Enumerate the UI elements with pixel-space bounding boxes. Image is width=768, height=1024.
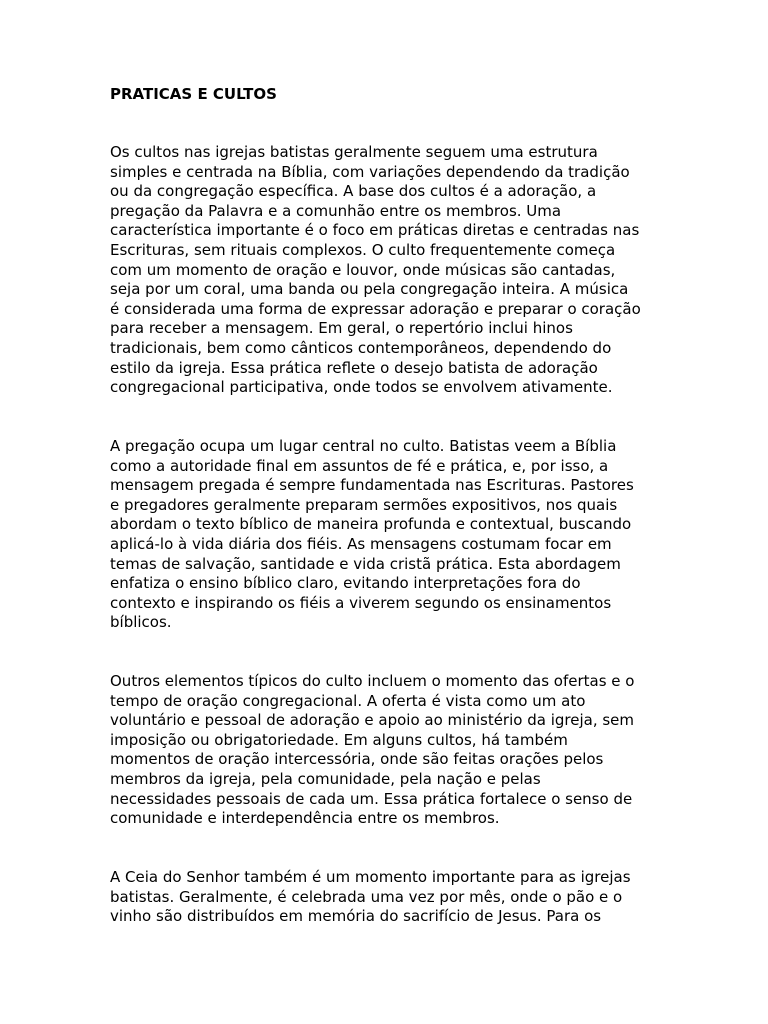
paragraph-line: Escrituras, sem rituais complexos. O culto frequentemente começa — [110, 240, 616, 259]
paragraph-ceia-do-senhor — [110, 868, 631, 927]
paragraph-line: enfatiza o ensino bíblico claro, evitando interpretações fora do — [110, 574, 581, 593]
paragraph-line: e pregadores geralmente preparam sermões expositivos, nos quais — [110, 495, 618, 514]
paragraph-line: aplicá-lo à vida diária dos fiéis. As mensagens costumam focar em — [110, 534, 612, 553]
paragraph-line: mensagem pregada é sempre fundamentada nas Escrituras. Pastores — [110, 476, 634, 495]
paragraph-line: estilo da igreja. Essa prática reflete o desejo batista de adoração — [110, 358, 598, 377]
paragraph-line: membros da igreja, pela comunidade, pela nação e pelas — [110, 769, 541, 788]
paragraph-line: característica importante é o foco em práticas diretas e centradas nas — [110, 221, 640, 240]
paragraph-line: pregação da Palavra e a comunhão entre os membros. Uma — [110, 201, 562, 220]
paragraph-line: para receber a mensagem. Em geral, o repertório inclui hinos — [110, 319, 573, 338]
paragraph-line: imposição ou obrigatoriedade. Em alguns cultos, há também — [110, 730, 568, 749]
paragraph-line: temas de salvação, santidade e vida cristã prática. Esta abordagem — [110, 554, 621, 573]
paragraph-line: como a autoridade final em assuntos de fé e prática, e, por isso, a — [110, 456, 609, 475]
paragraph-line: Os cultos nas igrejas batistas geralmente seguem uma estrutura — [110, 143, 598, 161]
paragraph-line: é considerada uma forma de expressar adoração e preparar o coração — [110, 299, 641, 318]
paragraph-line: bíblicos. — [110, 613, 172, 632]
paragraph-pregacao — [110, 437, 634, 633]
paragraph-ofertas-oracao — [110, 672, 634, 829]
paragraph-line: voluntário e pessoal de adoração e apoio ao ministério da igreja, sem — [110, 711, 635, 730]
paragraph-line: tempo de oração congregacional. A oferta é vista como um ato — [110, 691, 586, 710]
document-title: PRATICAS E CULTOS — [110, 85, 277, 103]
paragraph-line: congregacional participativa, onde todos se envolvem ativamente. — [110, 378, 613, 397]
document-page — [110, 82, 670, 926]
paragraph-line: ou da congregação específica. A base dos cultos é a adoração, a — [110, 182, 597, 201]
paragraph-line: necessidades pessoais de cada um. Essa prática fortalece o senso de — [110, 789, 633, 808]
paragraph-line: com um momento de oração e louvor, onde músicas são cantadas, — [110, 260, 616, 279]
paragraph-line: A Ceia do Senhor também é um momento importante para as igrejas — [110, 868, 631, 886]
paragraph-line: Outros elementos típicos do culto incluem o momento das ofertas e o — [110, 672, 635, 690]
paragraph-line: contexto e inspirando os fiéis a viverem segundo os ensinamentos — [110, 593, 612, 612]
paragraph-line: A pregação ocupa um lugar central no culto. Batistas veem a Bíblia — [110, 437, 617, 455]
paragraph-line: seja por um coral, uma banda ou pela congregação inteira. A música — [110, 280, 629, 299]
paragraph-line: batistas. Geralmente, é celebrada uma vez por mês, onde o pão e o — [110, 887, 623, 906]
paragraph-line: abordam o texto bíblico de maneira profunda e contextual, buscando — [110, 515, 632, 534]
paragraph-line: comunidade e interdependência entre os membros. — [110, 809, 500, 828]
paragraph-line: tradicionais, bem como cânticos contemporâneos, dependendo do — [110, 338, 612, 357]
paragraph-line: simples e centrada na Bíblia, com variações dependendo da tradição — [110, 162, 630, 181]
paragraph-cultos-estrutura — [110, 143, 641, 398]
paragraph-line: momentos de oração intercessória, onde são feitas orações pelos — [110, 750, 604, 769]
paragraph-line: vinho são distribuídos em memória do sacrifício de Jesus. Para os — [110, 907, 602, 926]
